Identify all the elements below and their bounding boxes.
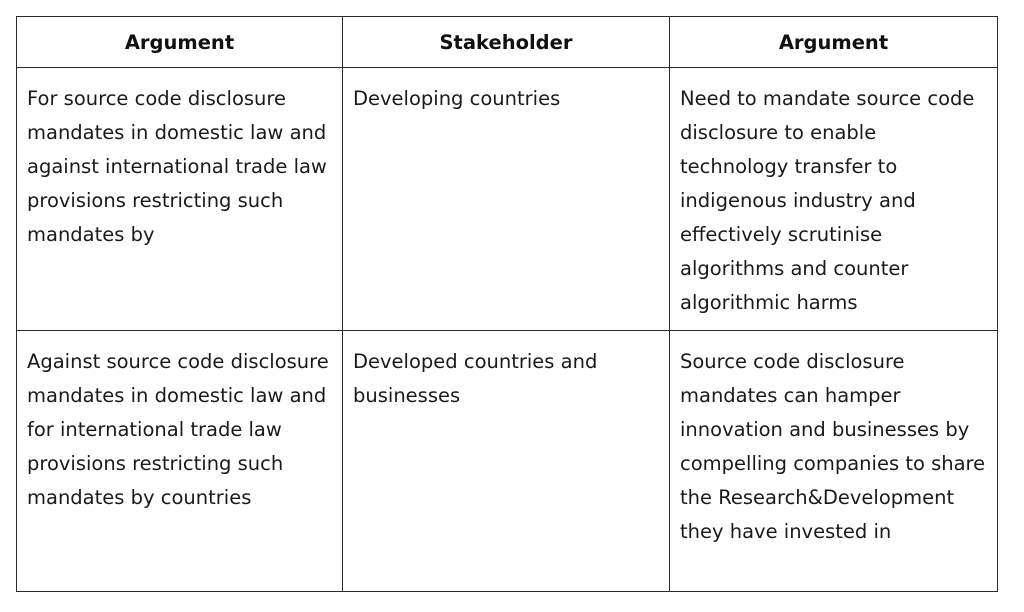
table-cell-stakeholder: Developing countries — [343, 68, 670, 331]
table-cell-position: For source code disclosure mandates in domestic law and against international trade law provisions restricting such mandates by — [17, 68, 343, 331]
header-argument-right: Argument — [670, 17, 998, 68]
table-cell-argument: Need to mandate source code disclosure to enable technology transfer to indigenous industry and effectively scrutinise algorithms and counter algorithmic harms — [670, 68, 998, 331]
table-cell-argument: Source code disclosure mandates can hamper innovation and businesses by compelling companies to share the Research&Development they have invested in — [670, 331, 998, 592]
table-header-row — [17, 17, 998, 68]
header-stakeholder: Stakeholder — [343, 17, 670, 68]
table-row — [17, 331, 998, 592]
arguments-table-container — [16, 16, 997, 592]
table-cell-position: Against source code disclosure mandates in domestic law and for international trade law provisions restricting such mandates by countries — [17, 331, 343, 592]
table-cell-stakeholder: Developed countries and businesses — [343, 331, 670, 592]
arguments-table — [16, 16, 998, 592]
table-row — [17, 68, 998, 331]
header-argument-left: Argument — [17, 17, 343, 68]
